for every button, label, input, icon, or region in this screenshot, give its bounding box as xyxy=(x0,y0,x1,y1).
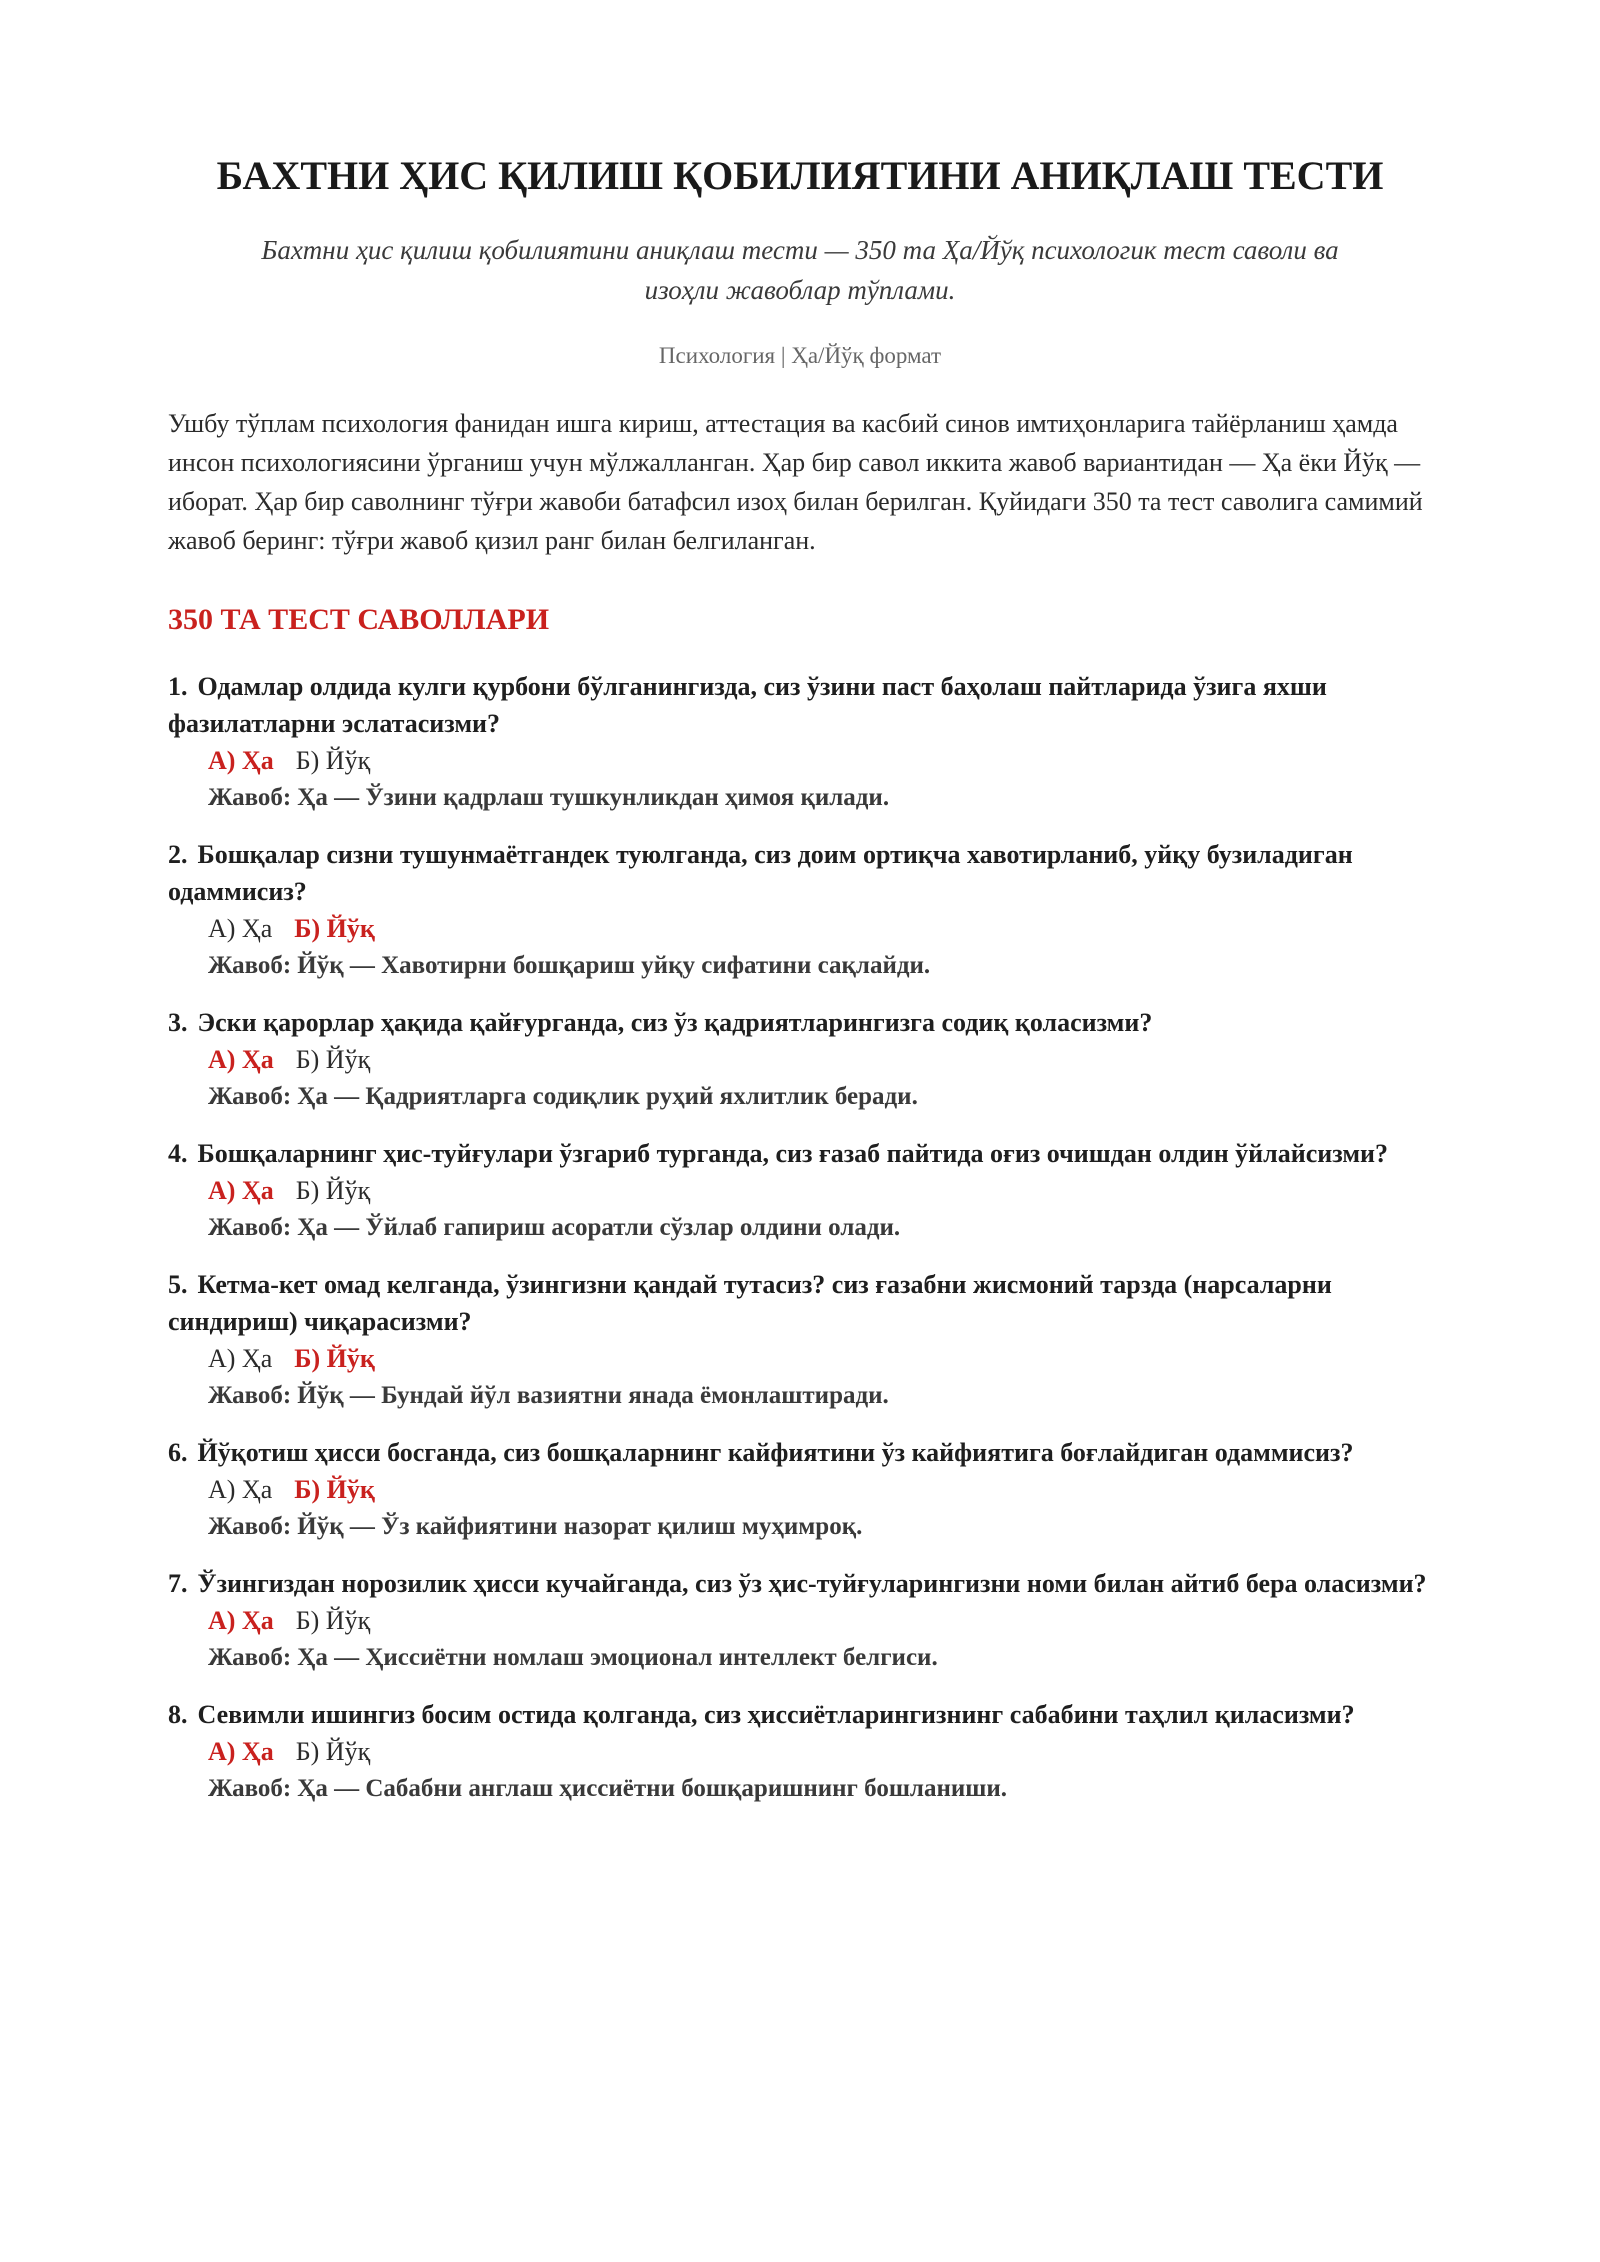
option-b: Б) Йўқ xyxy=(295,1606,371,1635)
answer-explanation xyxy=(208,1639,1432,1676)
question-number: 5. xyxy=(168,1270,188,1299)
document-meta: Психология | Ҳа/Йўқ формат xyxy=(658,343,942,368)
question-text xyxy=(168,1565,1432,1602)
answer-label: Жавоб: xyxy=(208,1513,292,1540)
answer-explanation xyxy=(208,947,1432,984)
question-item xyxy=(168,668,1432,816)
question-text xyxy=(168,1434,1432,1471)
document-subtitle: Бахтни ҳис қилиш қобилиятини аниқлаш тести — 350 та Ҳа/Йўқ психологик тест саволи ва изоҳли жавоблар тўплами. xyxy=(261,235,1339,305)
question-number: 1. xyxy=(168,672,188,701)
answer-options xyxy=(208,1041,1432,1078)
answer-text: Ҳа — Ўйлаб гапириш асоратли сўзлар олдини олади. xyxy=(297,1214,901,1241)
answer-label: Жавоб: xyxy=(208,784,292,811)
answer-explanation xyxy=(208,1508,1432,1545)
question-text xyxy=(168,1135,1432,1172)
option-a: А) Ҳа xyxy=(208,1344,273,1373)
question-number: 8. xyxy=(168,1700,188,1729)
question-item xyxy=(168,836,1432,984)
question-item xyxy=(168,1266,1432,1414)
answer-explanation xyxy=(208,1770,1432,1807)
answer-text: Ҳа — Сабабни англаш ҳиссиётни бошқаришнинг бошланиши. xyxy=(297,1775,1008,1802)
question-item xyxy=(168,1696,1432,1807)
answer-label: Жавоб: xyxy=(208,952,292,979)
question-number: 2. xyxy=(168,840,188,869)
answer-text: Ҳа — Ўзини қадрлаш тушкунликдан ҳимоя қилади. xyxy=(297,784,890,811)
document-title: БАХТНИ ҲИС ҚИЛИШ ҚОБИЛИЯТИНИ АНИҚЛАШ ТЕСТИ xyxy=(216,153,1384,198)
question-body: Одамлар олдида кулги қурбони бўлганингизда, сиз ўзини паст баҳолаш пайтларида ўзига яхши фазилатларни эслатасизми? xyxy=(168,672,1327,738)
question-list xyxy=(168,668,1432,1807)
option-b: Б) Йўқ xyxy=(295,1737,371,1766)
answer-label: Жавоб: xyxy=(208,1644,292,1671)
question-number: 3. xyxy=(168,1008,188,1037)
question-item xyxy=(168,1004,1432,1115)
intro-paragraph: Ушбу тўплам психология фанидан ишга кириш, аттестация ва касбий синов имтиҳонларига тайёрланиш ҳамда инсон психологиясини ўрганиш учун мўлжалланган. Ҳар бир савол иккита жавоб вариантидан — Ҳа ёки Йўқ — иборат. Ҳар бир саволнинг тўғри жавоби батафсил изоҳ билан берилган. Қуйидаги 350 та тест саволига самимий жавоб беринг: тўғри жавоб қизил ранг билан белгиланган. xyxy=(168,409,1423,555)
answer-label: Жавоб: xyxy=(208,1382,292,1409)
answer-options xyxy=(208,1172,1432,1209)
question-text xyxy=(168,836,1432,910)
answer-options xyxy=(208,1340,1432,1377)
answer-text: Ҳа — Қадриятларга содиқлик руҳий яхлитлик беради. xyxy=(297,1083,918,1110)
option-a: А) Ҳа xyxy=(208,1737,274,1766)
option-a: А) Ҳа xyxy=(208,1045,274,1074)
section-title: 350 ТА ТЕСТ САВОЛЛАРИ xyxy=(168,603,550,636)
question-item xyxy=(168,1135,1432,1246)
answer-text: Йўқ — Ўз кайфиятини назорат қилиш муҳимроқ. xyxy=(297,1513,863,1540)
answer-explanation xyxy=(208,1377,1432,1414)
answer-label: Жавоб: xyxy=(208,1214,292,1241)
question-body: Ўзингиздан норозилик ҳисси кучайганда, сиз ўз ҳис-туйғуларингизни номи билан айтиб бера оласизми? xyxy=(197,1569,1427,1598)
answer-text: Ҳа — Ҳиссиётни номлаш эмоционал интеллект белгиси. xyxy=(297,1644,938,1671)
answer-label: Жавоб: xyxy=(208,1775,292,1802)
option-b: Б) Йўқ xyxy=(295,1176,371,1205)
answer-text: Йўқ — Бундай йўл вазиятни янада ёмонлаштиради. xyxy=(297,1382,889,1409)
option-b: Б) Йўқ xyxy=(294,1475,375,1504)
answer-explanation xyxy=(208,1078,1432,1115)
option-a: А) Ҳа xyxy=(208,1176,274,1205)
question-number: 4. xyxy=(168,1139,188,1168)
option-b: Б) Йўқ xyxy=(294,914,375,943)
option-b: Б) Йўқ xyxy=(295,1045,371,1074)
question-body: Бошқаларнинг ҳис-туйғулари ўзгариб турганда, сиз ғазаб пайтида оғиз очишдан олдин ўйлайсизми? xyxy=(197,1139,1389,1168)
question-body: Эски қарорлар ҳақида қайғурганда, сиз ўз қадриятларингизга содиқ қоласизми? xyxy=(197,1008,1153,1037)
option-b: Б) Йўқ xyxy=(295,746,371,775)
question-body: Севимли ишингиз босим остида қолганда, сиз ҳиссиётларингизнинг сабабини таҳлил қиласизми? xyxy=(197,1700,1355,1729)
option-a: А) Ҳа xyxy=(208,914,273,943)
answer-explanation xyxy=(208,779,1432,816)
question-body: Йўқотиш ҳисси босганда, сиз бошқаларнинг кайфиятини ўз кайфиятига боғлайдиган одаммисиз? xyxy=(197,1438,1354,1467)
question-number: 7. xyxy=(168,1569,188,1598)
question-body: Бошқалар сизни тушунмаётгандек туюлганда, сиз доим ортиқча хавотирланиб, уйқу бузиладиган одаммисиз? xyxy=(168,840,1353,906)
answer-options xyxy=(208,1471,1432,1508)
option-a: А) Ҳа xyxy=(208,1475,273,1504)
question-item xyxy=(168,1565,1432,1676)
answer-explanation xyxy=(208,1209,1432,1246)
question-number: 6. xyxy=(168,1438,188,1467)
question-text xyxy=(168,1004,1432,1041)
answer-options xyxy=(208,1602,1432,1639)
answer-options xyxy=(208,1733,1432,1770)
question-item xyxy=(168,1434,1432,1545)
question-text xyxy=(168,1266,1432,1340)
answer-label: Жавоб: xyxy=(208,1083,292,1110)
answer-options xyxy=(208,910,1432,947)
question-text xyxy=(168,668,1432,742)
answer-text: Йўқ — Хавотирни бошқариш уйқу сифатини сақлайди. xyxy=(297,952,931,979)
question-text xyxy=(168,1696,1432,1733)
option-a: А) Ҳа xyxy=(208,746,274,775)
question-body: Кетма-кет омад келганда, ўзингизни қандай тутасиз? сиз ғазабни жисмоний тарзда (нарсаларни синдириш) чиқарасизми? xyxy=(168,1270,1332,1336)
option-b: Б) Йўқ xyxy=(294,1344,375,1373)
option-a: А) Ҳа xyxy=(208,1606,274,1635)
answer-options xyxy=(208,742,1432,779)
